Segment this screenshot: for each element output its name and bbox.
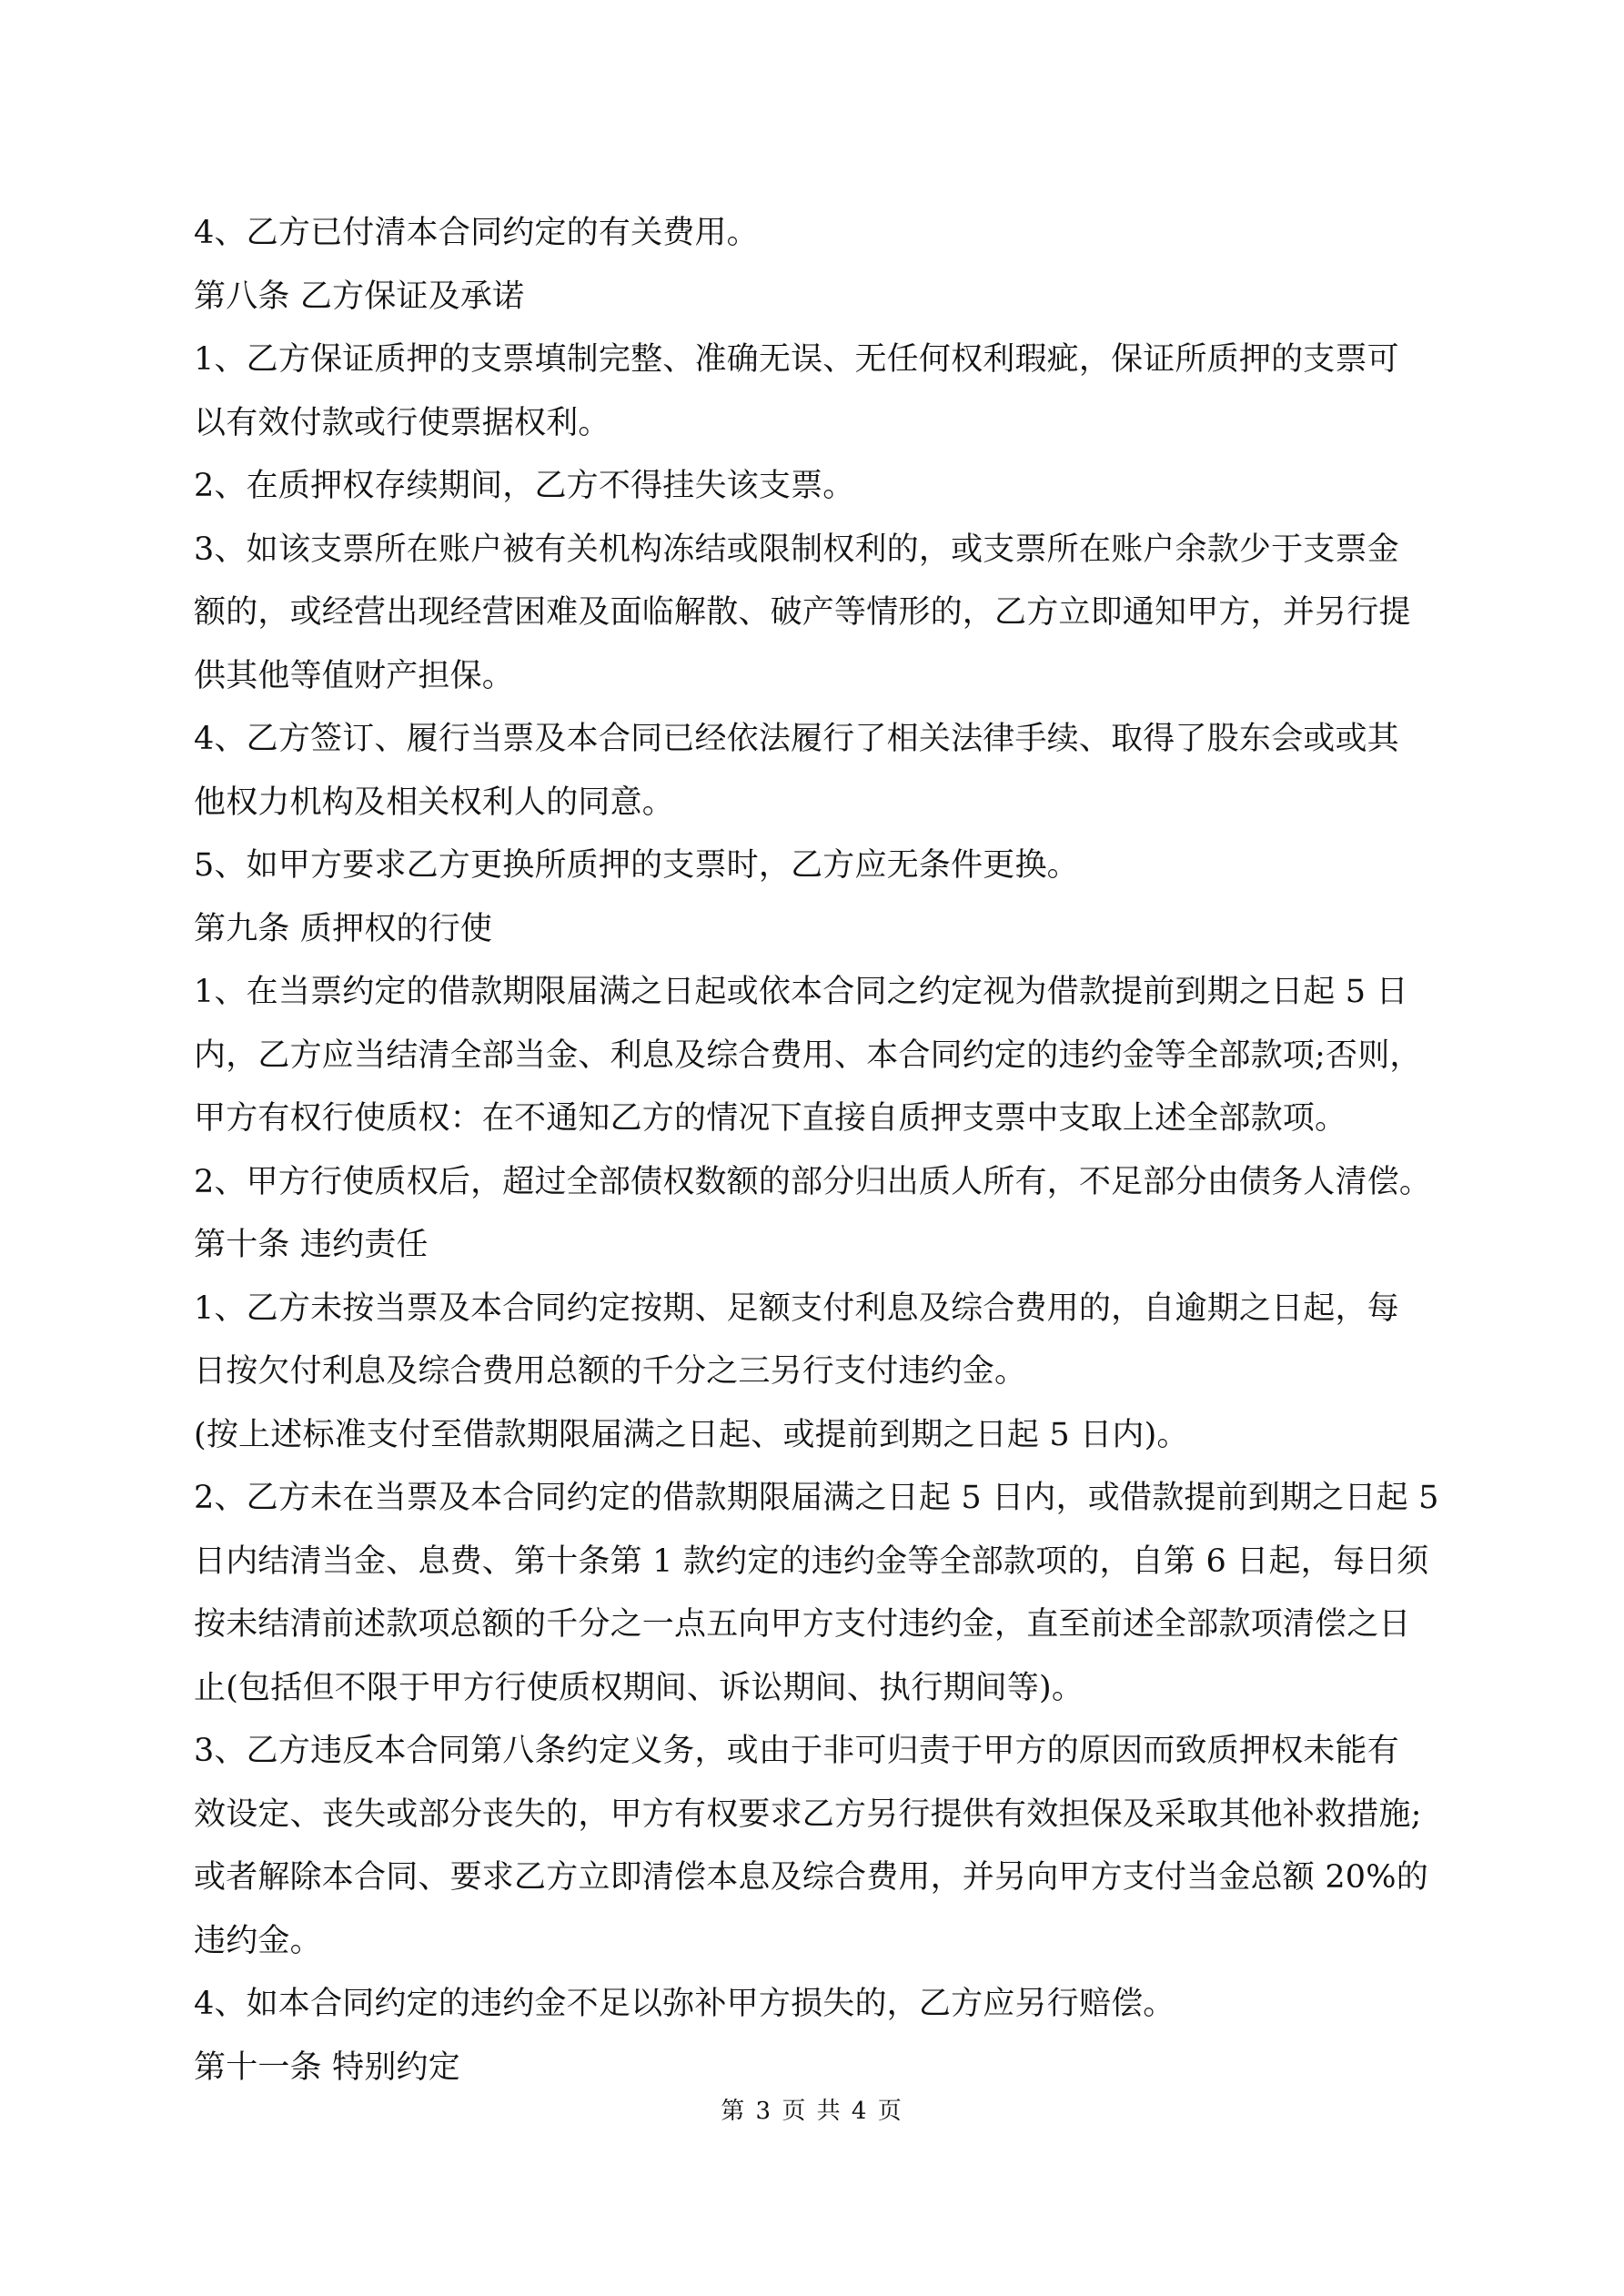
text-line: 以有效付款或行使票据权利。 xyxy=(194,404,610,441)
text-line: 2、在质押权存续期间，乙方不得挂失该支票。 xyxy=(194,468,855,504)
text-line: 3、如该支票所在账户被有关机构冻结或限制权利的，或支票所在账户余款少于支票金 xyxy=(194,531,1399,568)
text-line: 4、乙方签订、履行当票及本合同已经依法履行了相关法律手续、取得了股东会或或其 xyxy=(194,721,1399,757)
text-line: (按上述标准支付至借款期限届满之日起、或提前到期之日起 5 日内)。 xyxy=(194,1416,1189,1453)
document-body xyxy=(194,202,1449,2099)
text-line: 1、乙方保证质押的支票填制完整、准确无误、无任何权利瑕疵，保证所质押的支票可 xyxy=(194,341,1399,378)
section-heading: 第十一条 特别约定 xyxy=(194,2048,460,2086)
text-line: 2、甲方行使质权后，超过全部债权数额的部分归出质人所有，不足部分由债务人清偿。 xyxy=(194,1163,1432,1200)
text-line: 4、乙方已付清本合同约定的有关费用。 xyxy=(194,215,759,251)
text-line: 他权力机构及相关权利人的同意。 xyxy=(194,784,675,821)
section-heading: 第八条 乙方保证及承诺 xyxy=(194,278,525,315)
text-line: 日按欠付利息及综合费用总额的千分之三另行支付违约金。 xyxy=(194,1353,1027,1390)
text-line: 供其他等值财产担保。 xyxy=(194,657,515,694)
text-line: 内，乙方应当结清全部当金、利息及综合费用、本合同约定的违约金等全部款项;否则， xyxy=(194,1037,1422,1074)
text-line: 效设定、丧失或部分丧失的，甲方有权要求乙方另行提供有效担保及采取其他补救措施; xyxy=(194,1795,1422,1833)
text-line: 4、如本合同约定的违约金不足以弥补甲方损失的，乙方应另行赔偿。 xyxy=(194,1986,1175,2022)
text-line: 额的，或经营出现经营困难及面临解散、破产等情形的，乙方立即通知甲方，并另行提 xyxy=(194,594,1411,631)
text-line: 2、乙方未在当票及本合同约定的借款期限届满之日起 5 日内，或借款提前到期之日起 5 xyxy=(194,1480,1439,1516)
text-line: 按未结清前述款项总额的千分之一点五向甲方支付违约金，直至前述全部款项清偿之日 xyxy=(194,1606,1411,1643)
section-heading: 第九条 质押权的行使 xyxy=(194,910,493,947)
text-line: 违约金。 xyxy=(194,1922,322,1959)
page-number-footer: 第 3 页 共 4 页 xyxy=(721,2098,903,2125)
text-line: 或者解除本合同、要求乙方立即清偿本息及综合费用，并另向甲方支付当金总额 20%的 xyxy=(194,1859,1428,1896)
text-line: 止(包括但不限于甲方行使质权期间、诉讼期间、执行期间等)。 xyxy=(194,1669,1084,1706)
text-line: 1、在当票约定的借款期限届满之日起或依本合同之约定视为借款提前到期之日起 5 日 xyxy=(194,974,1408,1010)
text-line: 日内结清当金、息费、第十条第 1 款约定的违约金等全部款项的，自第 6 日起，每日须 xyxy=(194,1542,1429,1580)
text-line: 甲方有权行使质权：在不通知乙方的情况下直接自质押支票中支取上述全部款项。 xyxy=(194,1100,1347,1137)
text-line: 1、乙方未按当票及本合同约定按期、足额支付利息及综合费用的，自逾期之日起，每 xyxy=(194,1290,1399,1327)
text-line: 3、乙方违反本合同第八条约定义务，或由于非可归责于甲方的原因而致质押权未能有 xyxy=(194,1733,1399,1769)
section-heading: 第十条 违约责任 xyxy=(194,1227,429,1263)
text-line: 5、如甲方要求乙方更换所质押的支票时，乙方应无条件更换。 xyxy=(194,847,1079,884)
